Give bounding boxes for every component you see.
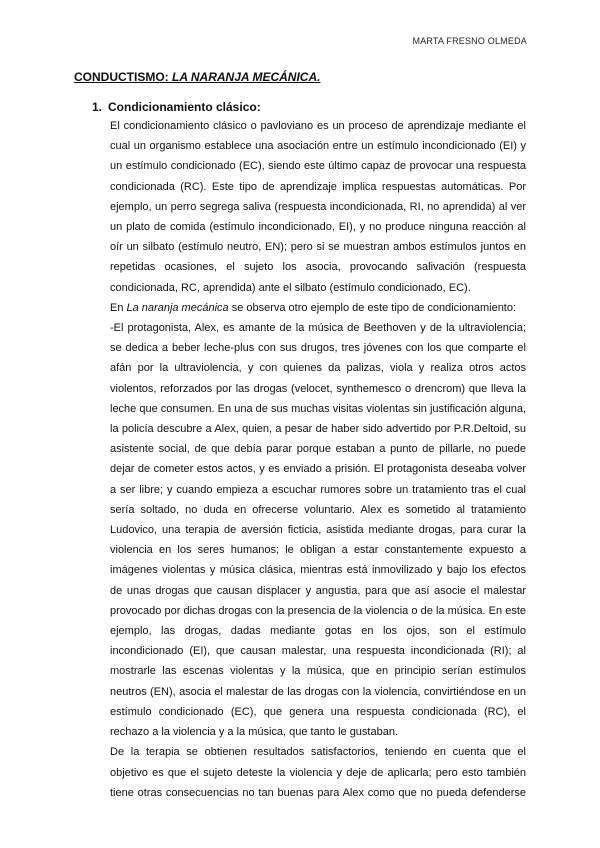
title-work: LA NARANJA MECÁNICA. xyxy=(172,70,321,84)
paragraph-film-example: -El protagonista, Alex, es amante de la música de Beethoven y de la ultraviolencia; se dedica a beber leche-plus con sus drugos, tres jóvenes con los que comparte el afán por la ultraviolencia, y con quienes da palizas, viola y realiza otros actos violentos, reforzados por las drogas (velocet, synthemesco o drencrom) que lleva la leche que consumen. En una de sus muchas visitas violentas sin justificación alguna, la policía descubre a Alex, quien, a pesar de haber sido advertido por P.R.Deltoid, su asistente social, de que debía parar porque estaban a punto de pillarle, no puede dejar de cometer estos actos, y es enviado a prisión. El protagonista deseaba volver a ser libre; y cuando empieza a escuchar rumores sobre un tratamiento tras el cual sería soltado, no duda en ofrecerse voluntario. Alex es sometido al tratamiento Ludovico, una terapia de aversión ficticia, asistida mediante drogas, para curar la violencia en los seres humanos; le obligan a estar constantemente expuesto a imágenes violentas y música clásica, mientras está inmovilizado y bajo los efectos de unas drogas que causan displacer y angustia, para que así asocie el malestar provocado por dichas drogas con la presencia de la violencia o de la música. En este ejemplo, las drogas, dadas mediante gotas en los ojos, son el estímulo incondicionado (EI), que causan malestar, una respuesta incondicionada (RI); al mostrarle las escenas violentas y la música, que en principio serían estímulos neutros (EN), asocia el malestar de las drogas con la violencia, convirtiéndose en un estímulo condicionado (EC), que genera una respuesta condicionada (RC), el rechazo a la violencia y a la música, que tanto le gustaban. xyxy=(110,322,526,739)
section-number: 1. xyxy=(92,100,103,114)
film-title-inline: La naranja mecánica xyxy=(126,301,229,314)
film-intro-after: se observa otro ejemplo de este tipo de condicionamiento: xyxy=(228,301,517,314)
section-heading xyxy=(92,100,261,114)
author-header: MARTA FRESNO OLMEDA xyxy=(412,36,527,46)
section-body xyxy=(110,116,526,803)
section-title: Condicionamiento clásico: xyxy=(108,100,261,114)
paragraph-therapy-results: De la terapia se obtienen resultados satisfactorios, teniendo en cuenta que el objetivo es que el sujeto deteste la violencia y deje de aplicarla; pero esto también tiene otras consecuencias no tan buenas para Alex como que no pueda defenderse xyxy=(110,746,526,799)
film-intro-before: En xyxy=(110,301,127,314)
paragraph-film-intro xyxy=(110,298,526,318)
document-title xyxy=(74,70,320,84)
paragraph-classical-conditioning: El condicionamiento clásico o pavloviano es un proceso de aprendizaje mediante el cual un organismo establece una asociación entre un estímulo incondicionado (EI) y un estímulo condicionado (EC), siendo este último capaz de provocar una respuesta condicionada (RC). Este tipo de aprendizaje implica respuestas automáticas. Por ejemplo, un perro segrega saliva (respuesta incondicionada, RI, no aprendida) al ver un plato de comida (estímulo incondicionado, EI), y no produce ninguna reacción al oír un silbato (estímulo neutro, EN); pero si se muestran ambos estímulos juntos en repetidas ocasiones, el sujeto los asocia, provocando salivación (respuesta condicionada, RC, aprendida) ante el silbato (estímulo condicionado, EC). xyxy=(110,120,526,294)
title-prefix: CONDUCTISMO: xyxy=(74,70,172,84)
